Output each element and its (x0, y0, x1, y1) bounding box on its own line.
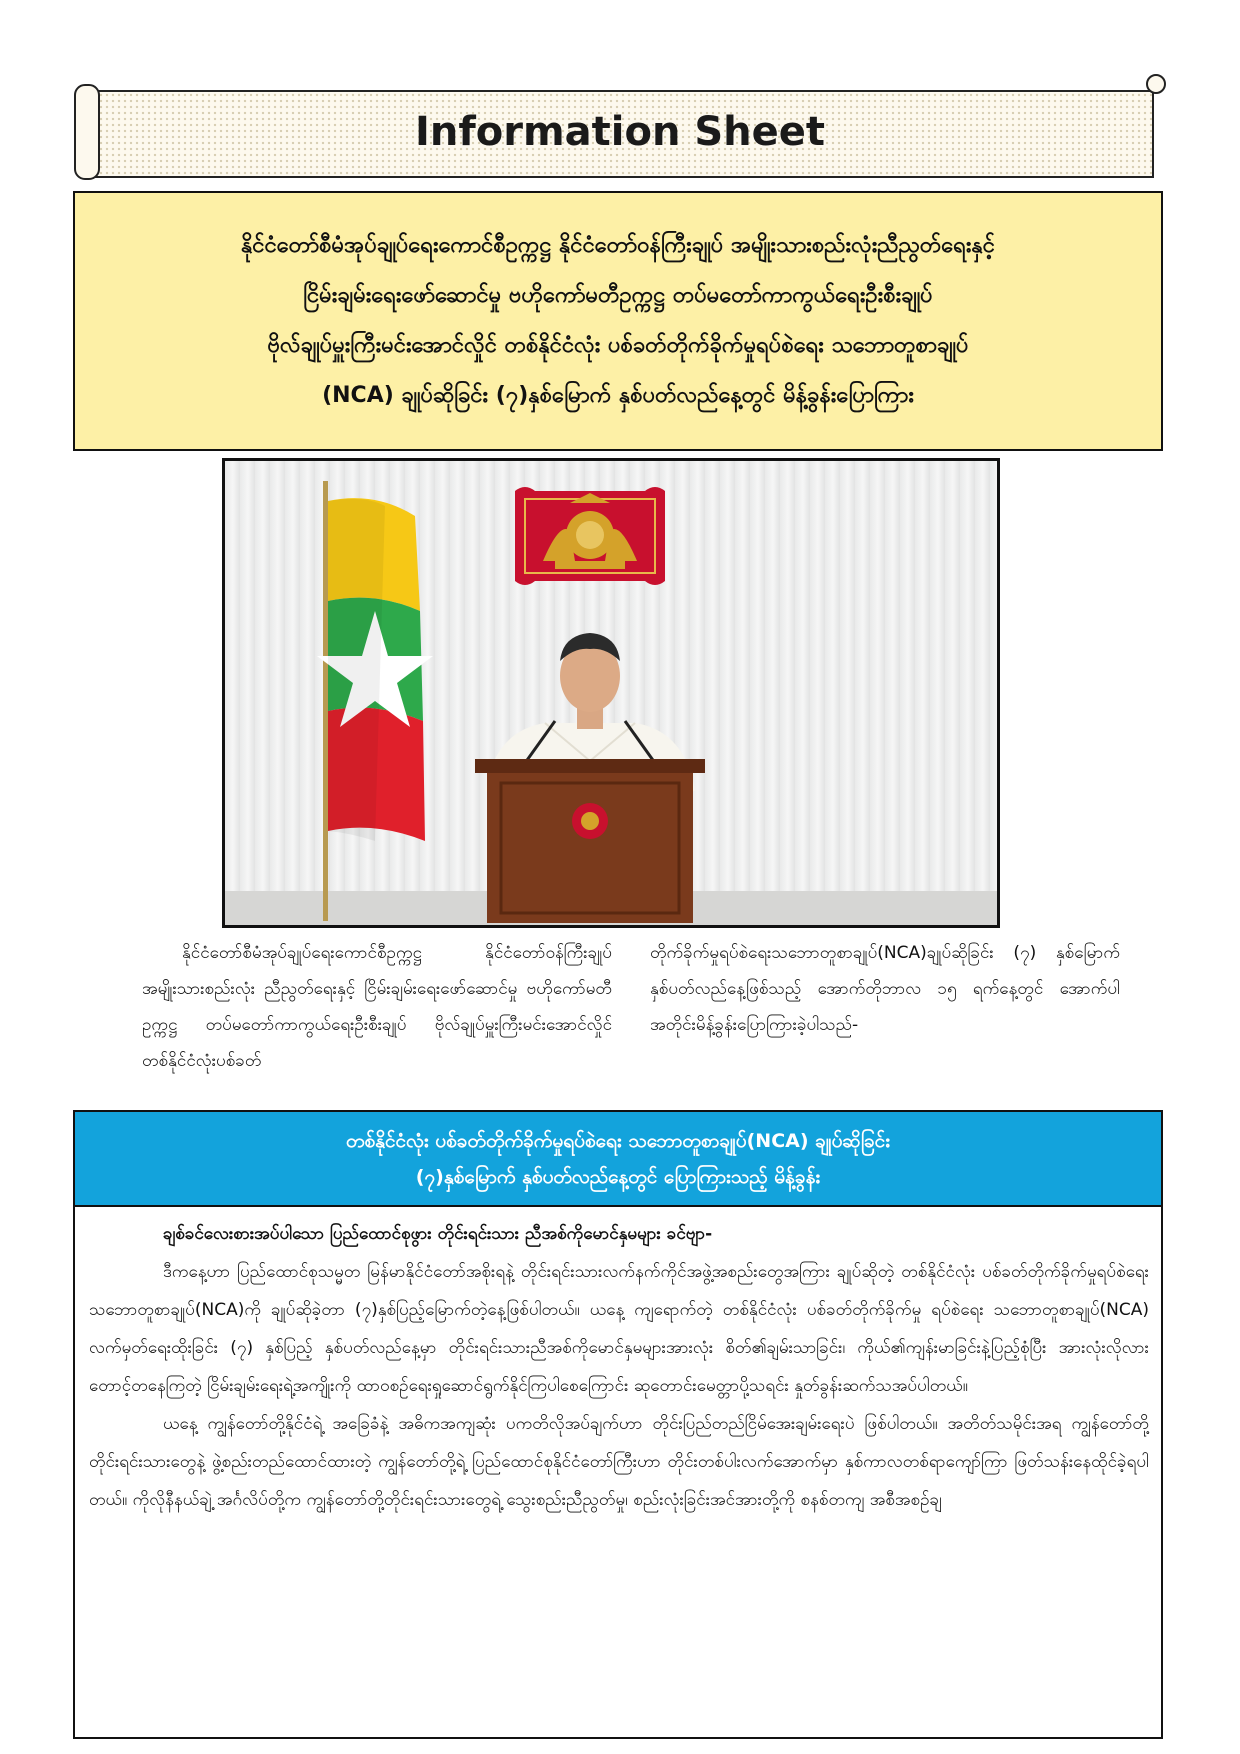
headline-line: နိုင်ငံတော်စီမံအုပ်ချုပ်ရေးကောင်စီဥက္ကဋ္ဌ နိုင်ငံတော်ဝန်ကြီးချုပ် အမျိုးသားစည်းလုံးညီညွတ်ရေးနှင့် (241, 233, 995, 258)
state-emblem-icon (515, 487, 665, 585)
headline-line: ဗိုလ်ချုပ်မှူးကြီးမင်းအောင်လှိုင် တစ်နိုင်ငံလုံး ပစ်ခတ်တိုက်ခိုက်မှုရပ်စဲရေး သဘောတူစာချုပ် (267, 333, 969, 358)
speech-heading-banner (73, 1110, 1163, 1207)
speech-paragraph: ဒီကနေ့ဟာ ပြည်ထောင်စုသမ္မတ မြန်မာနိုင်ငံတော်အစိုးရနဲ့ တိုင်းရင်းသားလက်နက်ကိုင်အဖွဲ့အစည်းတွေအကြား ချုပ်ဆိုတဲ့ တစ်နိုင်ငံလုံး ပစ်ခတ်တိုက်ခိုက်မှုရပ်စဲရေးသဘောတူစာချုပ်(NCA)ကို ချုပ်ဆိုခဲ့တာ (၇)နှစ်ပြည့်မြောက်တဲ့နေ့ဖြစ်ပါတယ်။ ယနေ့ ကျရောက်တဲ့ တစ်နိုင်ငံလုံး ပစ်ခတ်တိုက်ခိုက်မှု ရပ်စဲရေး သဘောတူစာချုပ်(NCA) လက်မှတ်ရေးထိုးခြင်း (၇) နှစ်ပြည့် နှစ်ပတ်လည်နေ့မှာ တိုင်းရင်းသားညီအစ်ကိုမောင်နှမများအားလုံး စိတ်၏ချမ်းသာခြင်း၊ ကိုယ်၏ကျန်းမာခြင်းနဲ့ပြည့်စုံပြီး အားလုံးလိုလားတောင့်တနေကြတဲ့ ငြိမ်းချမ်းရေးရဲ့အကျိုးကို ထာဝစဉ်ရေးရှုဆောင်ရွက်နိုင်ကြပါစေကြောင်း ဆုတောင်းမေတ္တာပို့သရင်း နှုတ်ခွန်းဆက်သအပ်ပါတယ်။ (89, 1262, 1149, 1396)
banner-line: တစ်နိုင်ငံလုံး ပစ်ခတ်တိုက်ခိုက်မှုရပ်စဲရေး သဘောတူစာချုပ်(NCA) ချုပ်ဆိုခြင်း (345, 1129, 891, 1152)
speech-body (73, 1207, 1163, 1739)
speech-salutation: ချစ်ခင်လေးစားအပ်ပါသော ပြည်ထောင်စုဖွား တိုင်းရင်းသား ညီအစ်ကိုမောင်နှမများ ခင်ဗျာ- (163, 1224, 713, 1244)
page-title: Information Sheet (414, 109, 826, 155)
headline-line: (NCA) ချုပ်ဆိုခြင်း (၇)နှစ်မြောက် နှစ်ပတ်လည်နေ့တွင် မိန့်ခွန်းပြောကြား (322, 383, 914, 408)
intro-right-column: တိုက်ခိုက်မှုရပ်စဲရေးသဘောတူစာချုပ်(NCA)ချုပ်ဆိုခြင်း (၇) နှစ်မြောက် နှစ်ပတ်လည်နေ့ဖြစ်သည့် အောက်တိုဘာလ ၁၅ ရက်နေ့တွင် အောက်ပါအတိုင်းမိန့်ခွန်းပြောကြားခဲ့ပါသည်- (650, 943, 1120, 1035)
speech-paragraph: ယနေ့ ကျွန်တော်တို့နိုင်ငံရဲ့ အခြေခံနဲ့ အဓိကအကျဆုံး ပကတိလိုအပ်ချက်ဟာ တိုင်းပြည်တည်ငြိမ်အေးချမ်းရေးပဲ ဖြစ်ပါတယ်။ အတိတ်သမိုင်းအရ ကျွန်တော်တို့ တိုင်းရင်းသားတွေနဲ့ ဖွဲ့စည်းတည်ထောင်ထားတဲ့ ကျွန်တော်တို့ရဲ့ ပြည်ထောင်စုနိုင်ငံတော်ကြီးဟာ တိုင်းတစ်ပါးလက်အောက်မှာ နှစ်ကာလတစ်ရာကျော်ကြာ ဖြတ်သန်းနေထိုင်ခဲ့ရပါတယ်။ ကိုလိုနီနယ်ချဲ့ အင်္ဂလိပ်တို့က ကျွန်တော်တို့တိုင်းရင်းသားတွေရဲ့ သွေးစည်းညီညွတ်မှု၊ စည်းလုံးခြင်းအင်အားတို့ကို စနစ်တကျ အစီအစဉ်ချ (89, 1414, 1149, 1510)
headline-box (73, 191, 1163, 451)
speech-photo (222, 458, 1000, 928)
banner-line: (၇)နှစ်မြောက် နှစ်ပတ်လည်နေ့တွင် ပြောကြားသည့် မိန့်ခွန်း (415, 1165, 821, 1188)
myanmar-flag-icon (317, 498, 433, 841)
title-scroll-banner (72, 80, 1166, 180)
podium-icon (475, 759, 705, 923)
intro-left-column: နိုင်ငံတော်စီမံအုပ်ချုပ်ရေးကောင်စီဥက္ကဋ္ဌ နိုင်ငံတော်ဝန်ကြီးချုပ် အမျိုးသားစည်းလုံး ညီညွတ်ရေးနှင့် ငြိမ်းချမ်းရေးဖော်ဆောင်မှု ဗဟိုကော်မတီဥက္ကဋ္ဌ တပ်မတော်ကာကွယ်ရေးဦးစီးချုပ် ဗိုလ်ချုပ်မှူးကြီးမင်းအောင်လှိုင် တစ်နိုင်ငံလုံးပစ်ခတ် (142, 943, 612, 1071)
flag-pole (323, 481, 328, 921)
intro-section (142, 935, 1152, 1085)
headline-text (241, 221, 995, 421)
headline-line: ငြိမ်းချမ်းရေးဖော်ဆောင်မှု ဗဟိုကော်မတီဥက္ကဋ္ဌ တပ်မတော်ကာကွယ်ရေးဦးစီးချုပ် (303, 283, 933, 308)
photo-illustration (225, 461, 997, 925)
